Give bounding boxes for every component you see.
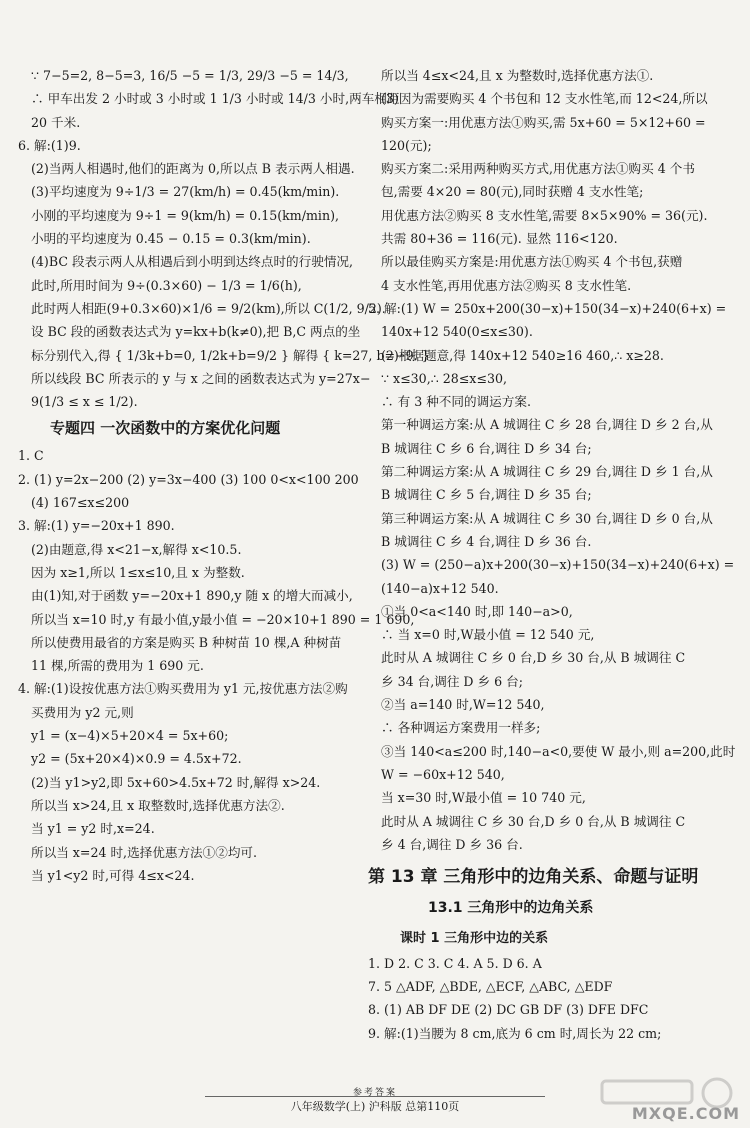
right-text-line: 9. 解:(1)当腰为 8 cm,底为 6 cm 时,周长为 22 cm;	[368, 1025, 662, 1041]
left-text-line: 由(1)知,对于函数 y=−20x+1 890,y 随 x 的增大而减小,	[31, 588, 353, 604]
right-text-line: ∵ x≤30,∴ 28≤x≤30,	[381, 370, 507, 386]
left-text-line: 标分别代入,得 { 1/3k+b=0, 1/2k+b=9/2 } 解得 { k=27, b=−9. }	[31, 347, 430, 363]
watermark-text: MXQE.COM	[631, 1104, 740, 1123]
left-text-line: (4) 167≤x≤200	[31, 495, 130, 511]
left-text-line: 3. 解:(1) y=−20x+1 890.	[18, 518, 175, 534]
right-text-line: B 城调往 C 乡 5 台,调往 D 乡 35 台;	[381, 487, 592, 503]
right-text-line: 用优惠方法②购买 8 支水性笔,需要 8×5×90% = 36(元).	[381, 207, 708, 223]
footer-label: 参考答案	[352, 1088, 397, 1098]
right-text-line: 第二种调运方案:从 A 城调往 C 乡 29 台,调往 D 乡 1 台,从	[381, 464, 713, 480]
left-text-line: 1. C	[18, 448, 44, 464]
right-text-line: 此时从 A 城调往 C 乡 0 台,D 乡 30 台,从 B 城调往 C	[381, 650, 686, 666]
right-text-line: 所以最佳购买方案是:用优惠方法①购买 4 个书包,获赠	[381, 254, 683, 270]
right-text-line: 购买方案一:用优惠方法①购买,需 5x+60 = 5×12+60 =	[381, 114, 706, 130]
left-text-line: 20 千米.	[31, 114, 81, 130]
right-text-line: 乡 4 台,调往 D 乡 36 台.	[381, 836, 523, 852]
right-text-line: W = −60x+12 540,	[381, 766, 505, 782]
right-text-line: 120(元);	[381, 137, 432, 153]
left-text-line: 11 棵,所需的费用为 1 690 元.	[31, 658, 204, 674]
left-text-line: 所以线段 BC 所表示的 y 与 x 之间的函数表达式为 y=27x−	[31, 370, 371, 386]
left-text-line: (3)平均速度为 9÷1/3 = 27(km/h) = 0.45(km/min).	[31, 184, 340, 200]
left-text-line: 小刚的平均速度为 9÷1 = 9(km/h) = 0.15(km/min),	[31, 207, 339, 223]
left-text-line: 当 y1 = y2 时,x=24.	[31, 821, 155, 837]
right-text-line: ③当 140<a≤200 时,140−a<0,要使 W 最小,则 a=200,此时	[381, 743, 736, 759]
left-text-line: 9(1/3 ≤ x ≤ 1/2).	[31, 394, 138, 410]
right-text-line: (3) W = (250−a)x+200(30−x)+150(34−x)+240(6+x) =	[381, 557, 735, 573]
left-text-line: 小明的平均速度为 0.45 − 0.15 = 0.3(km/min).	[31, 231, 311, 247]
right-text-line: 乡 34 台,调往 D 乡 6 台;	[381, 673, 523, 689]
left-text-line: ∵ 7−5=2, 8−5=3, 16/5 −5 = 1/3, 29/3 −5 = 14/3,	[31, 68, 349, 83]
chapter-title: 第 13 章 三角形中的边角关系、命题与证明	[368, 866, 699, 887]
right-text-line: 5. 解:(1) W = 250x+200(30−x)+150(34−x)+240(6+x) =	[368, 300, 727, 316]
left-text-line: y1 = (x−4)×5+20×4 = 5x+60;	[31, 728, 229, 744]
left-text-line: 4. 解:(1)设按优惠方法①购买费用为 y1 元,按优惠方法②购	[18, 681, 348, 697]
left-text-line: 所以使费用最省的方案是购买 B 种树苗 10 棵,A 种树苗	[31, 634, 342, 650]
left-text-line: (2)当 y1>y2,即 5x+60>4.5x+72 时,解得 x>24.	[31, 774, 321, 790]
left-text-line: (4)BC 段表示两人从相遇后到小明到达终点时的行驶情况,	[31, 254, 354, 270]
right-text-line: ①当 0<a<140 时,即 140−a>0,	[381, 603, 573, 619]
right-text-line: B 城调往 C 乡 4 台,调往 D 乡 36 台.	[381, 533, 592, 549]
right-text-line: 4 支水性笔,再用优惠方法②购买 8 支水性笔.	[381, 277, 632, 293]
lesson-title: 课时 1 三角形中边的关系	[400, 930, 549, 946]
right-text-line: 1. D 2. C 3. C 4. A 5. D 6. A	[368, 955, 542, 971]
right-text-line: ②当 a=140 时,W=12 540,	[381, 697, 545, 713]
right-text-line: (140−a)x+12 540.	[381, 580, 499, 596]
right-text-line: 共需 80+36 = 116(元). 显然 116<120.	[381, 231, 618, 247]
right-text-line: 140x+12 540(0≤x≤30).	[381, 324, 533, 340]
right-text-line: 第一种调运方案:从 A 城调往 C 乡 28 台,调往 D 乡 2 台,从	[381, 417, 713, 433]
left-text-line: 当 y1<y2 时,可得 4≤x<24.	[31, 867, 195, 883]
right-text-line: (3)因为需要购买 4 个书包和 12 支水性笔,而 12<24,所以	[381, 91, 708, 107]
right-text-line: 第三种调运方案:从 A 城调往 C 乡 30 台,调往 D 乡 0 台,从	[381, 510, 713, 526]
footer-divider	[205, 1096, 545, 1097]
footer-info: 八年级数学(上) 沪科版 总第110页	[290, 1100, 460, 1113]
left-text-line: 6. 解:(1)9.	[18, 137, 81, 153]
right-text-line: 此时从 A 城调往 C 乡 30 台,D 乡 0 台,从 B 城调往 C	[381, 813, 686, 829]
right-text-line: 所以当 4≤x<24,且 x 为整数时,选择优惠方法①.	[381, 68, 654, 83]
left-text-line: 此时,所用时间为 9÷(0.3×60) − 1/3 = 1/6(h),	[31, 277, 302, 293]
left-text-line: (2)当两人相遇时,他们的距离为 0,所以点 B 表示两人相遇.	[31, 161, 355, 177]
left-text-line: 因为 x≥1,所以 1≤x≤10,且 x 为整数.	[31, 564, 245, 580]
subsection-title: 13.1 三角形中的边角关系	[428, 899, 594, 916]
right-text-line: (2)根据题意,得 140x+12 540≥16 460,∴ x≥28.	[381, 347, 664, 363]
right-column	[368, 68, 738, 1049]
left-text-line: 所以当 x=24 时,选择优惠方法①②均可.	[31, 844, 258, 860]
section-title: 专题四 一次函数中的方案优化问题	[50, 419, 281, 438]
left-text-line: (2)由题意,得 x<21−x,解得 x<10.5.	[31, 541, 242, 557]
left-text-line: 设 BC 段的函数表达式为 y=kx+b(k≠0),把 B,C 两点的坐	[31, 324, 361, 340]
right-text-line: 7. 5 △ADF, △BDE, △ECF, △ABC, △EDF	[368, 979, 613, 995]
right-text-line: 当 x=30 时,W最小值 = 10 740 元,	[381, 790, 586, 806]
right-text-line: ∴ 当 x=0 时,W最小值 = 12 540 元,	[381, 627, 595, 643]
right-text-line: 包,需要 4×20 = 80(元),同时获赠 4 支水性笔;	[381, 184, 644, 200]
left-text-line: y2 = (5x+20×4)×0.9 = 4.5x+72.	[31, 751, 242, 767]
left-text-line: 买费用为 y2 元,则	[31, 704, 134, 720]
left-text-line: 此时两人相距(9+0.3×60)×1/6 = 9/2(km),所以 C(1/2, 9/2).	[31, 300, 386, 316]
right-text-line: B 城调往 C 乡 6 台,调往 D 乡 34 台;	[381, 440, 592, 456]
left-text-line: 所以当 x=10 时,y 有最小值,y最小值 = −20×10+1 890 = 1 690,	[31, 611, 415, 627]
left-text-line: 2. (1) y=2x−200 (2) y=3x−400 (3) 100 0<x<100 200	[18, 471, 359, 487]
right-text-line: 8. (1) AB DF DE (2) DC GB DF (3) DFE DFC	[368, 1002, 649, 1018]
right-text-line: ∴ 各种调运方案费用一样多;	[381, 720, 541, 736]
right-text-line: 购买方案二:采用两种购买方式,用优惠方法①购买 4 个书	[381, 161, 695, 177]
left-text-line: ∴ 甲车出发 2 小时或 3 小时或 1 1/3 小时或 14/3 小时,两车相距	[31, 91, 400, 107]
left-text-line: 所以当 x>24,且 x 取整数时,选择优惠方法②.	[31, 797, 285, 813]
right-text-line: ∴ 有 3 种不同的调运方案.	[381, 394, 531, 410]
